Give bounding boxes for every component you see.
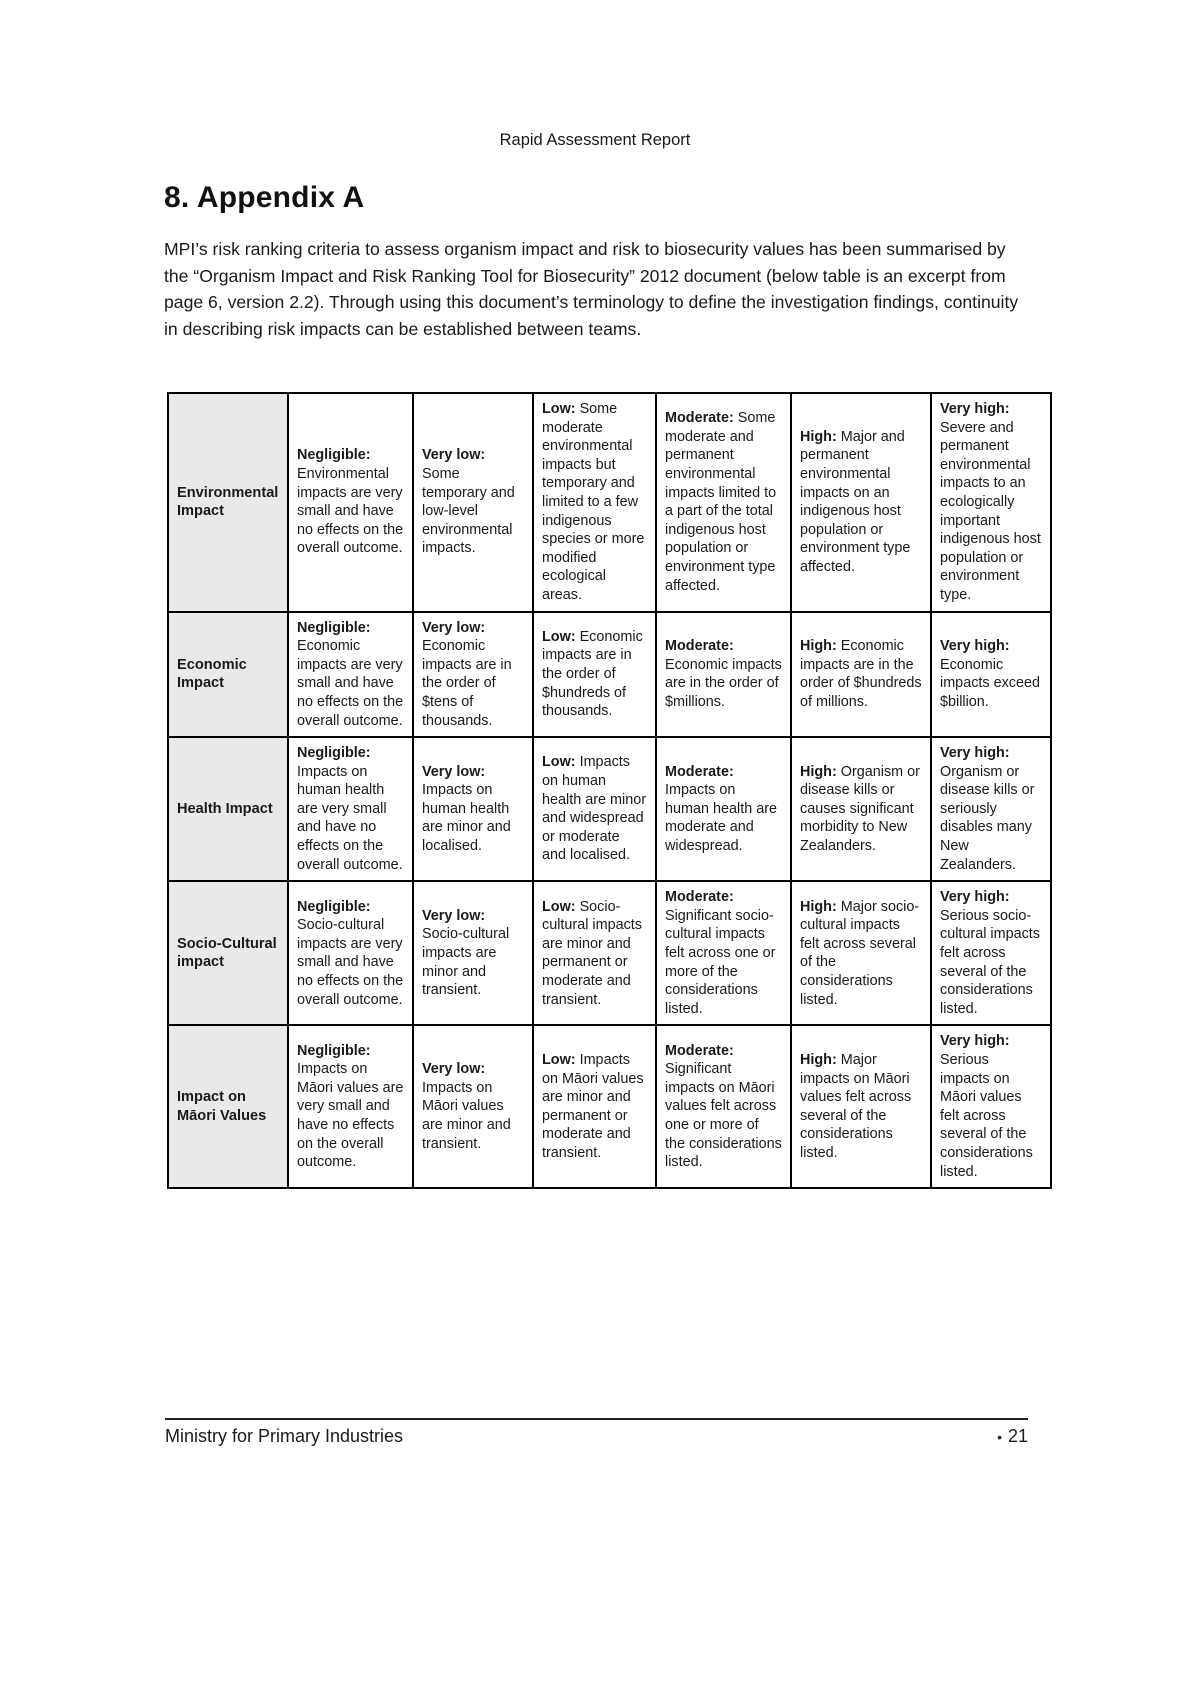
- rating-label: Low:: [542, 754, 576, 771]
- table-row: [168, 612, 1051, 738]
- footer-organisation: Ministry for Primary Industries: [165, 1426, 404, 1446]
- criteria-cell: Negligible: Economic impacts are very small and have no effects on the overall outcome.: [288, 612, 413, 738]
- criteria-cell: Low: Impacts on human health are minor and widespread or moderate and localised.: [533, 737, 656, 881]
- criteria-cell: Very low: Some temporary and low-level environmental impacts.: [413, 393, 533, 612]
- rating-label: Negligible:: [297, 745, 371, 762]
- footer-divider: [165, 1418, 1028, 1420]
- risk-table-body: [168, 393, 1051, 1188]
- table-row: [168, 1025, 1051, 1188]
- criteria-cell: Very low: Economic impacts are in the order of $tens of thousands.: [413, 612, 533, 738]
- criteria-cell: Negligible: Impacts on human health are very small and have no effects on the overall outcome.: [288, 737, 413, 881]
- criteria-cell: Very low: Impacts on Māori values are minor and transient.: [413, 1025, 533, 1188]
- rating-label: Negligible:: [297, 619, 371, 636]
- row-header-cell: Environmental Impact: [168, 393, 288, 612]
- rating-label: Moderate:: [665, 889, 734, 906]
- rating-label: Very high:: [940, 638, 1010, 655]
- risk-ranking-table: [167, 392, 1052, 1189]
- rating-label: Low:: [542, 1052, 576, 1068]
- rating-label: High:: [800, 763, 837, 780]
- bullet-icon: •: [997, 1429, 1002, 1445]
- criteria-cell: Very high: Economic impacts exceed $billion.: [931, 612, 1051, 738]
- criteria-cell: High: Economic impacts are in the order of $hundreds of millions.: [791, 612, 931, 738]
- row-header-cell: Socio-Cultural impact: [168, 881, 288, 1025]
- criteria-cell: Very high: Organism or disease kills or seriously disables many New Zealanders.: [931, 737, 1051, 881]
- rating-label: Very low:: [422, 907, 486, 924]
- rating-label: Moderate:: [665, 1042, 734, 1059]
- criteria-cell: Moderate: Significant impacts on Māori values felt across one or more of the considerations listed.: [656, 1025, 791, 1188]
- rating-label: Negligible:: [297, 898, 371, 915]
- rating-label: Moderate:: [665, 638, 734, 655]
- criteria-cell: Very low: Impacts on human health are minor and localised.: [413, 737, 533, 881]
- criteria-cell: Negligible: Socio-cultural impacts are very small and have no effects on the overall outcome.: [288, 881, 413, 1025]
- rating-label: High:: [800, 898, 837, 915]
- table-row: [168, 393, 1051, 612]
- criteria-cell: Negligible: Environmental impacts are very small and have no effects on the overall outcome.: [288, 393, 413, 612]
- rating-label: Very low:: [422, 619, 486, 636]
- criteria-cell: Moderate: Some moderate and permanent environmental impacts limited to a part of the total indigenous host population or environment type affected.: [656, 393, 791, 612]
- rating-label: Low:: [542, 401, 576, 417]
- criteria-cell: High: Major and permanent environmental impacts on an indigenous host population or environment type affected.: [791, 393, 931, 612]
- criteria-cell: Negligible: Impacts on Māori values are very small and have no effects on the overall outcome.: [288, 1025, 413, 1188]
- rating-label: Very low:: [422, 447, 486, 464]
- rating-label: High:: [800, 638, 837, 655]
- criteria-cell: Very high: Severe and permanent environmental impacts to an ecologically important indigenous host population or environment type.: [931, 393, 1051, 612]
- criteria-cell: Low: Socio-cultural impacts are minor and permanent or moderate and transient.: [533, 881, 656, 1025]
- rating-label: Very high:: [940, 889, 1010, 906]
- row-header-cell: Health Impact: [168, 737, 288, 881]
- running-header: Rapid Assessment Report: [499, 131, 691, 149]
- rating-label: Moderate:: [665, 410, 734, 427]
- criteria-cell: Moderate: Economic impacts are in the order of $millions.: [656, 612, 791, 738]
- criteria-cell: Moderate: Significant socio-cultural impacts felt across one or more of the considerations listed.: [656, 881, 791, 1025]
- footer-page-number: • 21: [997, 1426, 1028, 1446]
- rating-label: Moderate:: [665, 763, 734, 780]
- rating-label: Very low:: [422, 763, 486, 780]
- criteria-cell: Low: Impacts on Māori values are minor and permanent or moderate and transient.: [533, 1025, 656, 1188]
- table-row: [168, 737, 1051, 881]
- criteria-cell: Very high: Serious impacts on Māori values felt across several of the considerations listed.: [931, 1025, 1051, 1188]
- rating-label: High:: [800, 1052, 837, 1068]
- criteria-cell: Very high: Serious socio-cultural impacts felt across several of the considerations listed.: [931, 881, 1051, 1025]
- rating-label: Very high:: [940, 401, 1010, 417]
- criteria-cell: Very low: Socio-cultural impacts are minor and transient.: [413, 881, 533, 1025]
- rating-label: High:: [800, 428, 837, 445]
- rating-label: Very high:: [940, 1033, 1010, 1050]
- page-title: 8. Appendix A: [164, 181, 365, 214]
- rating-label: Very high:: [940, 745, 1010, 762]
- rating-label: Low:: [542, 898, 576, 915]
- row-header-cell: Impact on Māori Values: [168, 1025, 288, 1188]
- intro-paragraph: MPI’s risk ranking criteria to assess organism impact and risk to biosecurity values has been summarised by the “Organism Impact and Risk Ranking Tool for Biosecurity” 2012 document (below table is an excerpt from page 6, version 2.2). Through using this document’s terminology to define the investigation findings, continuity in describing risk impacts can be established between teams.: [164, 239, 1019, 339]
- rating-label: Negligible:: [297, 1042, 371, 1059]
- row-header-cell: Economic Impact: [168, 612, 288, 738]
- criteria-cell: High: Organism or disease kills or causes significant morbidity to New Zealanders.: [791, 737, 931, 881]
- rating-label: Low:: [542, 628, 576, 645]
- rating-label: Very low:: [422, 1061, 486, 1078]
- criteria-cell: Low: Some moderate environmental impacts but temporary and limited to a few indigenous species or more modified ecological areas.: [533, 393, 656, 612]
- criteria-cell: High: Major impacts on Māori values felt across several of the considerations listed.: [791, 1025, 931, 1188]
- page-footer: [165, 1426, 1028, 1447]
- criteria-cell: Moderate: Impacts on human health are moderate and widespread.: [656, 737, 791, 881]
- criteria-cell: Low: Economic impacts are in the order of $hundreds of thousands.: [533, 612, 656, 738]
- criteria-cell: High: Major socio-cultural impacts felt across several of the considerations listed.: [791, 881, 931, 1025]
- table-row: [168, 881, 1051, 1025]
- rating-label: Negligible:: [297, 447, 371, 464]
